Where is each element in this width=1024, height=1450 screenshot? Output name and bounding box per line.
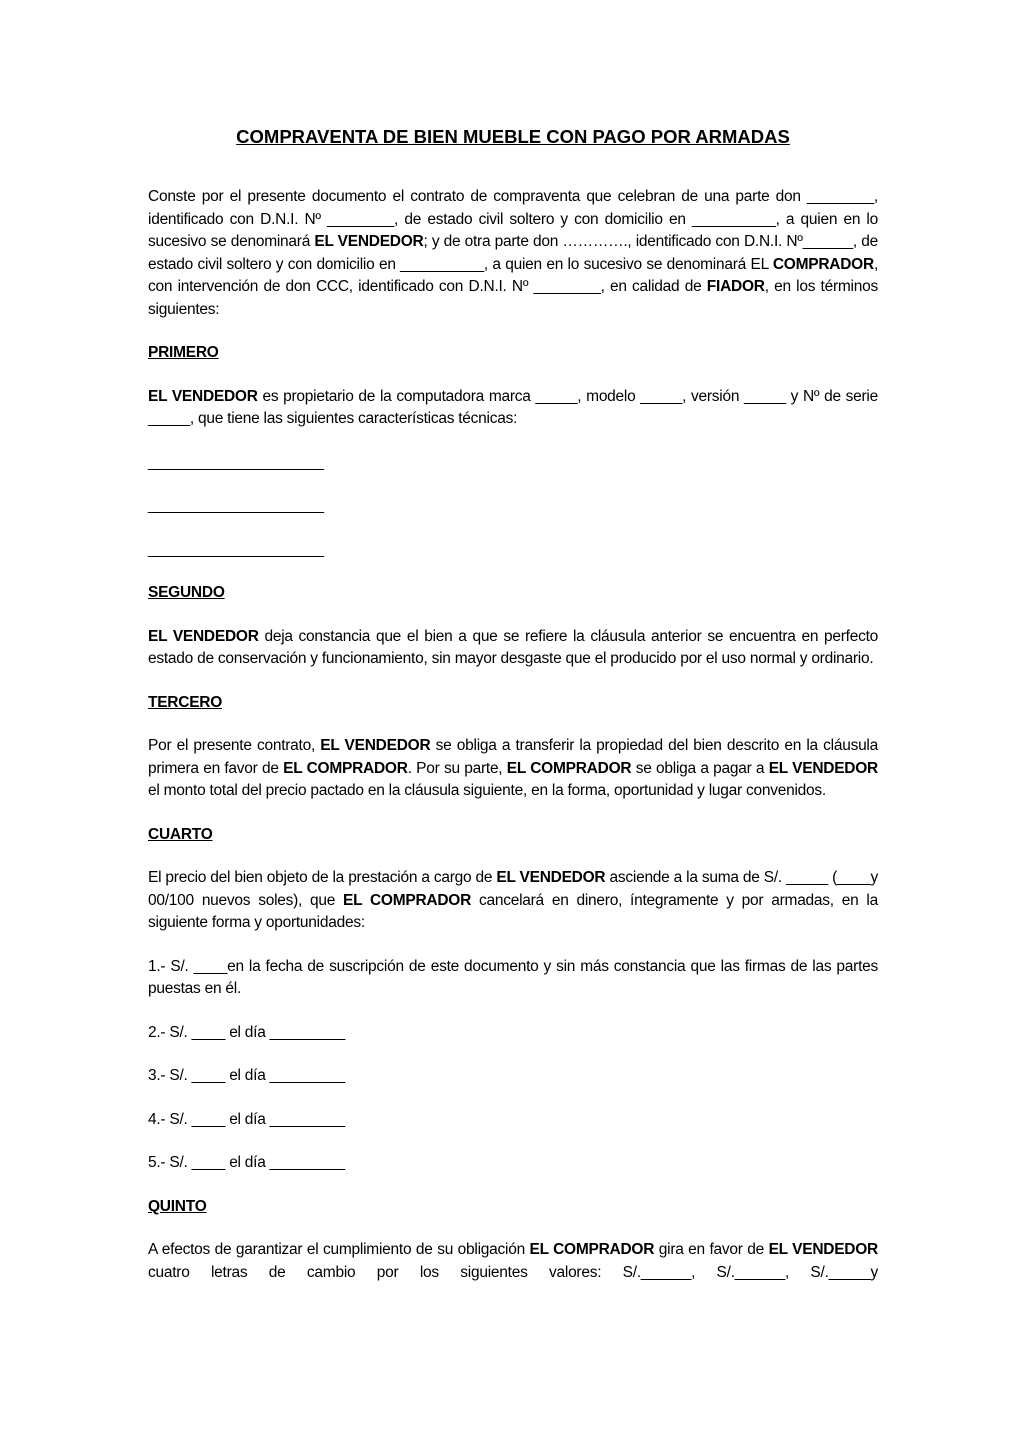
clause-heading-tercero: TERCERO [148,693,223,711]
text-run: , en los términos siguientes: [148,278,878,318]
text-run: el monto total del precio pactado en la cláusula siguiente, en la forma, oportunidad y lugar convenidos. [148,782,826,799]
text-run: A efectos de garantizar el cumplimiento de su obligación [148,1241,530,1258]
intro-paragraph [148,186,878,321]
clause-cuarto-paragraph [148,867,878,935]
payment-item: 2.- S/. ____ el día _________ [148,1023,345,1041]
bold-run: EL COMPRADOR [529,1241,655,1258]
text-run: es propietario de la computadora marca _____, modelo _____, versión _____ y Nº de serie _____, que tiene las siguientes características técnicas: [148,387,878,427]
clause-quinto-paragraph [148,1239,878,1284]
bold-run: EL COMPRADOR [506,759,632,777]
document-body [148,124,878,1305]
text-run: Por el presente contrato, [148,737,321,754]
text-run: gira en favor de [654,1241,769,1258]
text-run: , con intervención de don CCC, identificado con D.N.I. Nº ________, en calidad de [148,255,878,295]
clause-heading-quinto: QUINTO [148,1197,207,1215]
text-run: El precio del bien objeto de la prestación a cargo de [148,869,497,886]
text-run: cancelará en dinero, íntegramente y por armadas, en la siguiente forma y oportunidades: [148,891,878,931]
bold-run: EL VENDEDOR [320,737,431,754]
clause-heading-segundo: SEGUNDO [148,584,225,601]
bold-run: EL VENDEDOR [768,759,878,777]
clause-tercero-paragraph [148,735,878,803]
clause-segundo-paragraph [148,626,878,671]
bold-run: EL COMPRADOR [283,759,408,777]
text-run: se obliga a transferir la propiedad del bien descrito en la cláusula primera en favor de [148,737,878,777]
payment-item: 3.- S/. ____ el día _________ [148,1067,345,1084]
clause-heading-cuarto: CUARTO [148,825,213,843]
text-run: ; y de otra parte don …………., identificado con D.N.I. Nº______, de estado civil soltero y con domicilio en __________, a quien en lo sucesivo se denominará EL [148,233,878,273]
text-run: cuatro letras de cambio por los siguientes valores: S/.______, S/.______, S/._____y [148,1263,878,1281]
bold-run: EL VENDEDOR [496,869,606,886]
text-run: se obliga a pagar a [631,759,769,777]
bold-run: EL VENDEDOR [314,233,424,250]
clause-primero-paragraph [148,386,878,431]
document-title: COMPRAVENTA DE BIEN MUEBLE CON PAGO POR ARMADAS [236,126,790,147]
bold-run: EL VENDEDOR [148,387,258,405]
bold-run: EL VENDEDOR [768,1241,878,1258]
text-run: Conste por el presente documento el contrato de compraventa que celebran de una parte don ________, identificado con D.N.I. Nº ________, de estado civil soltero y con domicilio en __________, a quien en lo sucesivo se denominará [148,188,878,250]
clause-heading-primero: PRIMERO [148,344,219,361]
text-run: deja constancia que el bien a que se refiere la cláusula anterior se encuentra en perfecto estado de conservación y funcionamiento, sin mayor desgaste que el producido por el uso normal y ordinario. [148,627,878,667]
text-run: . Por su parte, [407,759,507,777]
bold-run: FIADOR [706,278,765,295]
payment-item: 5.- S/. ____ el día _________ [148,1154,345,1171]
payment-item: 1.- S/. ____en la fecha de suscripción de este documento y sin más constancia que las firmas de las partes puestas en él. [148,957,878,997]
spec-line: _____________________ [148,540,324,558]
spec-line: _____________________ [148,453,324,471]
bold-run: COMPRADOR [772,255,874,273]
spec-line: _____________________ [148,497,324,514]
payment-item: 4.- S/. ____ el día _________ [148,1110,345,1128]
text-run: asciende a la suma de S/. _____ (____y 00/100 nuevos soles), que [148,869,878,909]
bold-run: EL COMPRADOR [343,891,472,909]
bold-run: EL VENDEDOR [148,627,259,645]
